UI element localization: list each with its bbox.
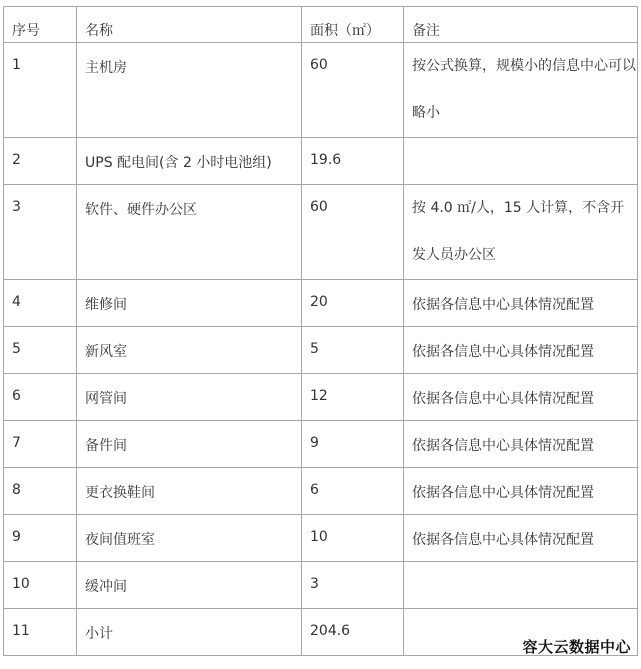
cell-name: 小计: [77, 609, 302, 656]
cell-area: 6: [302, 468, 404, 515]
cell-seq: 8: [4, 468, 77, 515]
table-row: [4, 280, 638, 327]
table-row: [4, 562, 638, 609]
cell-note: 依据各信息中心具体情况配置: [404, 515, 638, 562]
cell-note: [404, 138, 638, 185]
table-header-row: [4, 7, 638, 43]
note-text: 按 4.0 ㎡/人，15 人计算，不含开发人员办公区: [412, 200, 625, 263]
cell-seq: 1: [4, 43, 77, 138]
table-row: [4, 421, 638, 468]
header-seq: 序号: [4, 7, 77, 43]
cell-seq: 4: [4, 280, 77, 327]
watermark: 容大云数据中心: [522, 638, 631, 656]
cell-name: 软件、硬件办公区: [77, 185, 302, 280]
cell-name: 更衣换鞋间: [77, 468, 302, 515]
cell-note: [404, 43, 638, 138]
cell-area: 12: [302, 374, 404, 421]
table-row: [4, 468, 638, 515]
cell-seq: 6: [4, 374, 77, 421]
cell-seq: 9: [4, 515, 77, 562]
cell-name: 维修间: [77, 280, 302, 327]
cell-area: 3: [302, 562, 404, 609]
cell-seq: 11: [4, 609, 77, 656]
cell-area: 60: [302, 43, 404, 138]
cell-area: 19.6: [302, 138, 404, 185]
cell-seq: 5: [4, 327, 77, 374]
table-row: [4, 515, 638, 562]
cell-name: 夜间值班室: [77, 515, 302, 562]
cell-note: 依据各信息中心具体情况配置: [404, 468, 638, 515]
cell-area: 60: [302, 185, 404, 280]
cell-area: 9: [302, 421, 404, 468]
cell-area: 10: [302, 515, 404, 562]
cell-seq: 2: [4, 138, 77, 185]
cell-note: [404, 185, 638, 280]
table-row: [4, 43, 638, 138]
cell-area: 5: [302, 327, 404, 374]
header-area: 面积（㎡）: [302, 7, 404, 43]
cell-name: 缓冲间: [77, 562, 302, 609]
cell-note: [404, 562, 638, 609]
table-row: [4, 374, 638, 421]
cell-name: 网管间: [77, 374, 302, 421]
table-row: [4, 327, 638, 374]
cell-note: 依据各信息中心具体情况配置: [404, 421, 638, 468]
cell-seq: 3: [4, 185, 77, 280]
cell-seq: 7: [4, 421, 77, 468]
cell-note: 依据各信息中心具体情况配置: [404, 280, 638, 327]
header-note: 备注: [404, 7, 638, 43]
cell-name: 主机房: [77, 43, 302, 138]
cell-area: 20: [302, 280, 404, 327]
cell-name: UPS 配电间(含 2 小时电池组): [77, 138, 302, 185]
cell-note: 依据各信息中心具体情况配置: [404, 327, 638, 374]
cell-name: 备件间: [77, 421, 302, 468]
table-row: [4, 138, 638, 185]
cell-note: 依据各信息中心具体情况配置: [404, 374, 638, 421]
note-text: 按公式换算，规模小的信息中心可以略小: [412, 58, 636, 121]
cell-area: 204.6: [302, 609, 404, 656]
cell-seq: 10: [4, 562, 77, 609]
header-name: 名称: [77, 7, 302, 43]
cell-name: 新风室: [77, 327, 302, 374]
room-area-table: [3, 6, 638, 656]
table-row: [4, 185, 638, 280]
